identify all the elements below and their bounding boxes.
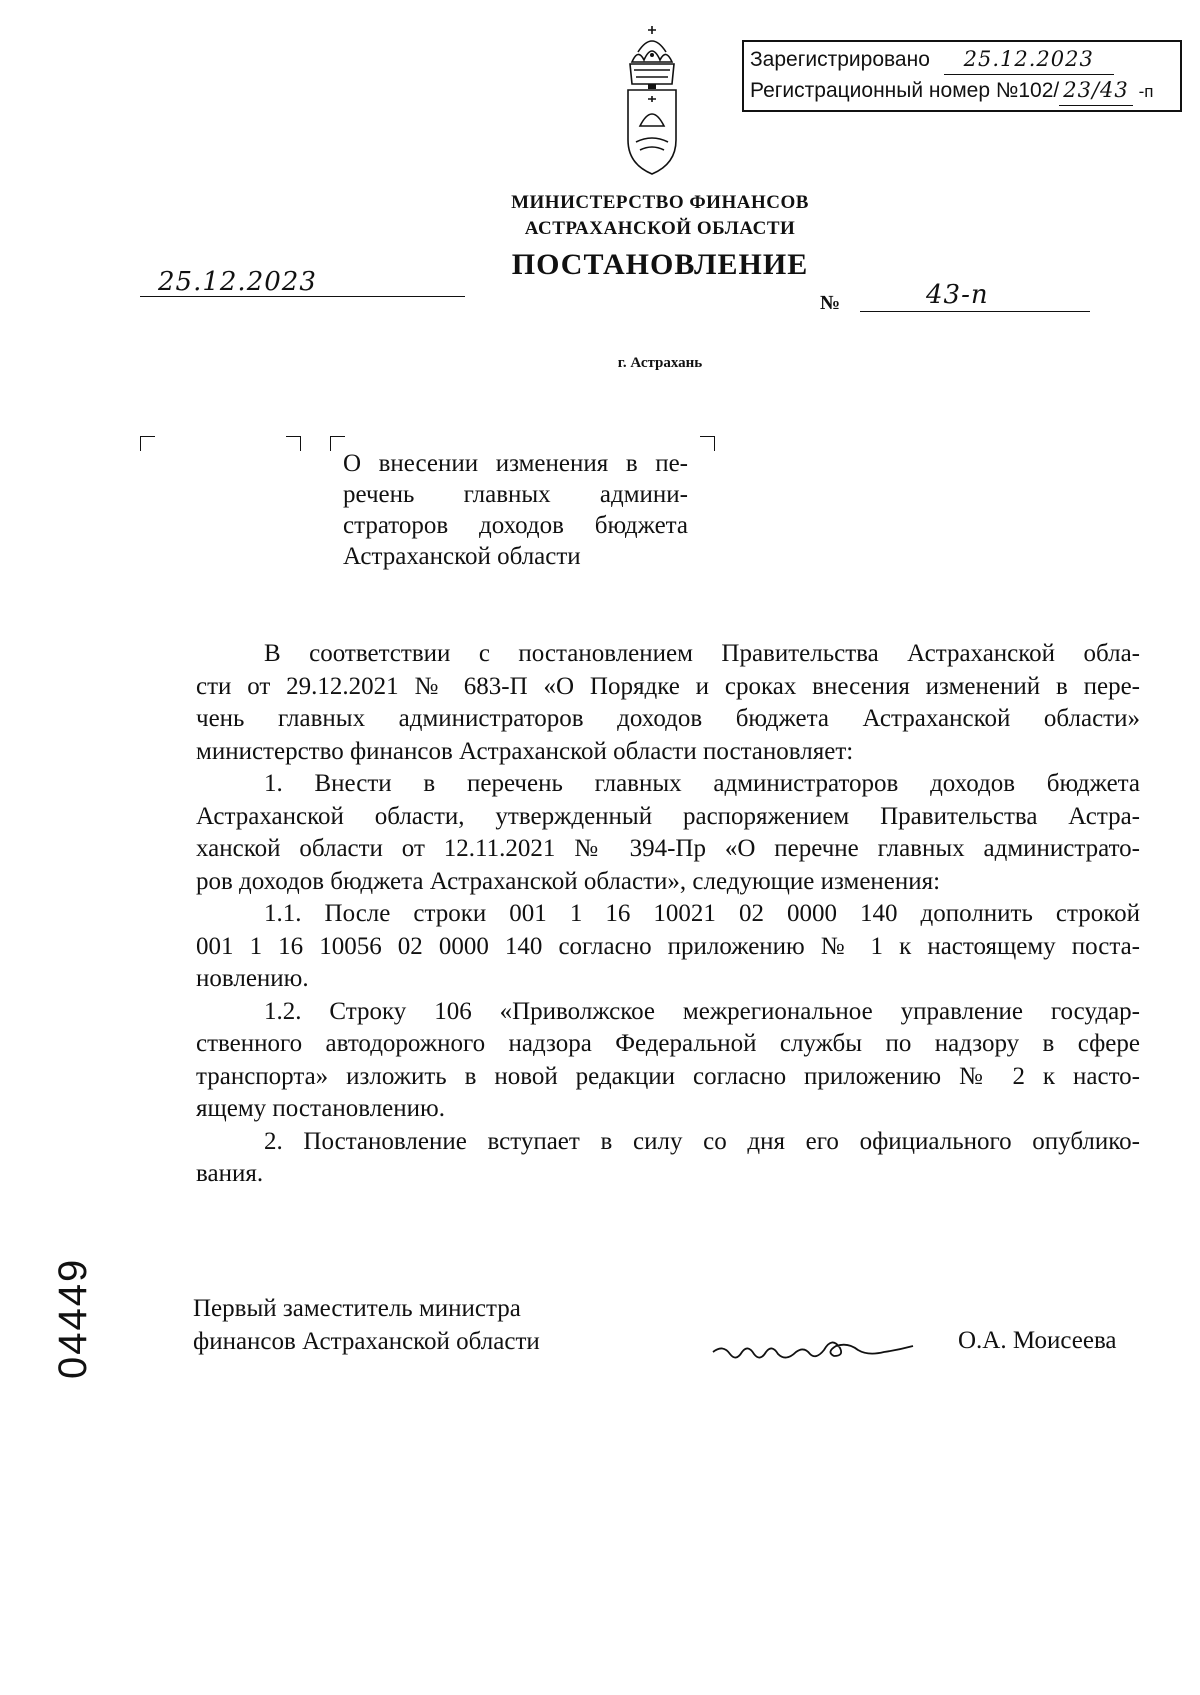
stamp-registered-date: 25.12.2023 [944,44,1114,75]
body-line: 001 1 16 10056 02 0000 140 согласно приложению № 1 к настоящему поста- [196,932,1140,960]
body-line: В соответствии с постановлением Правительства Астраханской обла- [264,640,1140,667]
number-underline [860,311,1090,312]
stamp-reg-number-row [750,75,1174,107]
body-line: новлению. [196,965,309,992]
signer-position-line-2: финансов Астраханской области [193,1328,540,1355]
document-body [196,638,1140,1191]
handwritten-signature [708,1322,918,1372]
body-line: министерство финансов Астраханской области постановляет: [196,737,854,765]
body-line: ханской области от 12.11.2021 № 394-Пр «О перечне главных администрато- [196,835,1140,862]
subject-line: О внесении изменения в пе- [343,450,688,477]
side-document-code: 04449 [51,1257,95,1379]
body-line: 1.1. После строки 001 1 16 10021 02 0000 140 дополнить строкой [264,900,1140,927]
stamp-reg-number-label: Регистрационный номер №102/ [750,79,1060,102]
stamp-registered-row [750,44,1174,75]
body-line: сти от 29.12.2021 № 683-П «О Порядке и сроках внесения изменений в пере- [196,672,1140,700]
bracket-top-right-a [286,436,301,451]
ministry-name [380,190,940,242]
body-line: 1.2. Строку 106 «Приволжское межрегиональное управление государ- [264,997,1140,1025]
signer-name: О.А. Моисеева [958,1327,1117,1354]
bracket-top-right-b [700,436,715,451]
number-label: № [820,292,841,314]
body-line: ров доходов бюджета Астраханской области», следующие изменения: [196,867,941,895]
body-line: 2. Постановление вступает в силу со дня его официального опублико- [264,1127,1140,1155]
document-date: 25.12.2023 [158,267,317,297]
subject-line: страторов доходов бюджета [343,512,688,539]
body-line: транспорта» изложить в новой редакции согласно приложению № 2 к насто- [196,1062,1140,1090]
bracket-top-left [140,436,155,451]
body-line: Астраханской области, утвержденный распоряжением Правительства Астра- [196,802,1140,830]
document-type-title: ПОСТАНОВЛЕНИЕ [511,248,809,281]
registration-stamp [742,40,1182,112]
ministry-line-2: АСТРАХАНСКОЙ ОБЛАСТИ [524,218,796,239]
stamp-registered-label: Зарегистрировано [750,48,930,71]
body-line: чень главных администраторов доходов бюджета Астраханской области» [196,705,1140,732]
coat-of-arms-emblem [618,22,686,180]
document-number: 43-п [926,280,989,310]
signer-position-line-1: Первый заместитель министра [193,1295,521,1322]
document-subject [343,448,688,572]
body-line: 1. Внести в перечень главных администраторов доходов бюджета [264,770,1140,797]
body-line: ственного автодорожного надзора Федеральной службы по надзору в сфере [196,1030,1140,1057]
ministry-line-1: МИНИСТЕРСТВО ФИНАНСОВ [511,192,809,213]
stamp-reg-number-value: 23/43 [1059,75,1133,106]
body-line: ящему постановлению. [196,1095,445,1122]
subject-line: Астраханской области [343,543,581,570]
stamp-reg-number-suffix: -п [1138,82,1154,101]
subject-line: речень главных админи- [343,481,688,508]
city-name: г. Астрахань [617,355,703,371]
date-underline [140,296,465,297]
body-line: вания. [196,1160,264,1187]
signer-position [193,1292,540,1358]
